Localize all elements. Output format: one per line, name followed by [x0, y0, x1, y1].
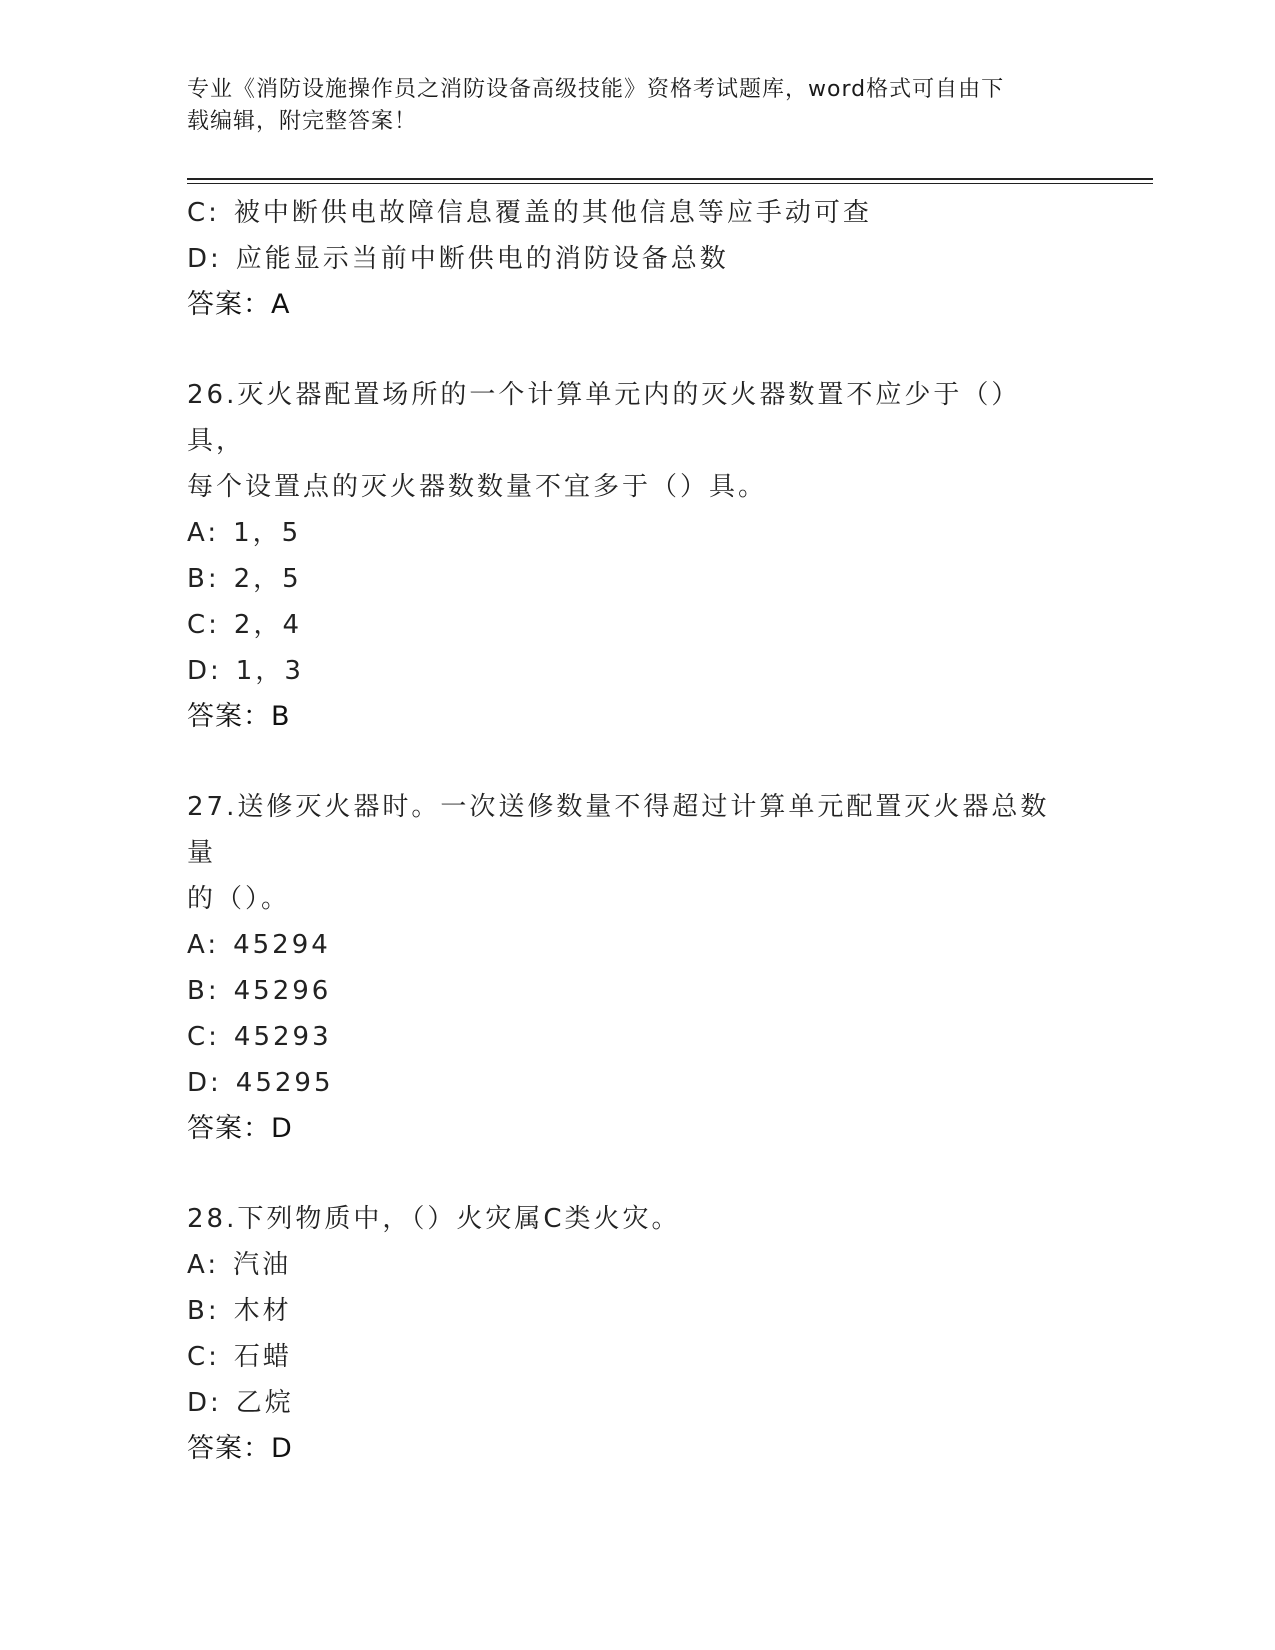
- option-d: [187, 1380, 1087, 1426]
- option-b: [187, 968, 1087, 1014]
- question-stem-line-1: 27.送修灭火器时。一次送修数量不得超过计算单元配置灭火器总数量: [187, 792, 1050, 868]
- answer-line: 答案：B: [187, 701, 291, 732]
- option-text: 45295: [235, 1068, 334, 1098]
- option-text: 被中断供电故障信息覆盖的其他信息等应手动可查: [233, 198, 872, 228]
- option-text: 1，3: [235, 656, 304, 686]
- option-text: 应能显示当前中断供电的消防设备总数: [235, 244, 729, 274]
- option-key: D:: [187, 244, 222, 274]
- option-a: [187, 1242, 1087, 1288]
- option-c: [187, 1014, 1087, 1060]
- option-text: 45296: [233, 976, 332, 1006]
- option-key: D:: [187, 1068, 222, 1098]
- question-stem: [187, 1196, 1067, 1242]
- question-stem-line-2: 的（）。: [187, 884, 291, 914]
- option-b: [187, 556, 1087, 602]
- option-key: B:: [187, 976, 220, 1006]
- question-block-27: [187, 784, 1087, 1152]
- option-key: B:: [187, 564, 220, 594]
- option-c: [187, 602, 1087, 648]
- option-text: 木材: [233, 1296, 292, 1326]
- question-block-25: [187, 190, 1087, 328]
- question-stem-line-1: 28.下列物质中，（）火灾属C类火灾。: [187, 1204, 681, 1234]
- option-text: 45294: [233, 930, 331, 960]
- option-b: [187, 1288, 1087, 1334]
- answer-line: 答案：D: [187, 1113, 293, 1144]
- spacer: [187, 740, 1087, 784]
- option-text: 1，5: [233, 518, 302, 548]
- option-d: [187, 236, 1087, 282]
- option-text: 45293: [233, 1022, 332, 1052]
- question-block-26: [187, 372, 1087, 740]
- option-text: 乙烷: [235, 1388, 294, 1418]
- option-d: [187, 648, 1087, 694]
- option-key: B:: [187, 1296, 220, 1326]
- option-c: [187, 1334, 1087, 1380]
- answer-line: 答案：D: [187, 1433, 293, 1464]
- header-rule-thick: [187, 178, 1153, 180]
- option-key: D:: [187, 1388, 222, 1418]
- question-stem-line-2: 每个设置点的灭火器数数量不宜多于（）具。: [187, 472, 768, 502]
- option-a: [187, 510, 1087, 556]
- option-key: A:: [187, 930, 220, 960]
- question-stem: [187, 784, 1067, 922]
- option-key: A:: [187, 518, 220, 548]
- option-key: C:: [187, 1022, 220, 1052]
- question-stem: [187, 372, 1067, 510]
- question-block-28: [187, 1196, 1087, 1472]
- option-text: 汽油: [233, 1250, 292, 1280]
- header-rule-thin: [187, 183, 1153, 184]
- question-list: [187, 190, 1087, 1472]
- spacer: [187, 1152, 1087, 1196]
- question-stem-line-1: 26.灭火器配置场所的一个计算单元内的灭火器数置不应少于（）具，: [187, 380, 1021, 456]
- option-d: [187, 1060, 1087, 1106]
- option-text: 2，5: [233, 564, 302, 594]
- option-key: C:: [187, 1342, 220, 1372]
- header-line-1: 专业《消防设施操作员之消防设备高级技能》资格考试题库，word格式可自由下: [187, 77, 1005, 102]
- header-line-2: 载编辑，附完整答案！: [187, 109, 418, 134]
- answer-line: 答案：A: [187, 289, 291, 320]
- option-key: D:: [187, 656, 222, 686]
- option-key: A:: [187, 1250, 220, 1280]
- document-header: [187, 74, 1067, 138]
- spacer: [187, 328, 1087, 372]
- option-a: [187, 922, 1087, 968]
- option-c: [187, 190, 1087, 236]
- option-text: 2，4: [233, 610, 303, 640]
- option-text: 石蜡: [233, 1342, 292, 1372]
- option-key: C:: [187, 610, 220, 640]
- option-key: C:: [187, 198, 220, 228]
